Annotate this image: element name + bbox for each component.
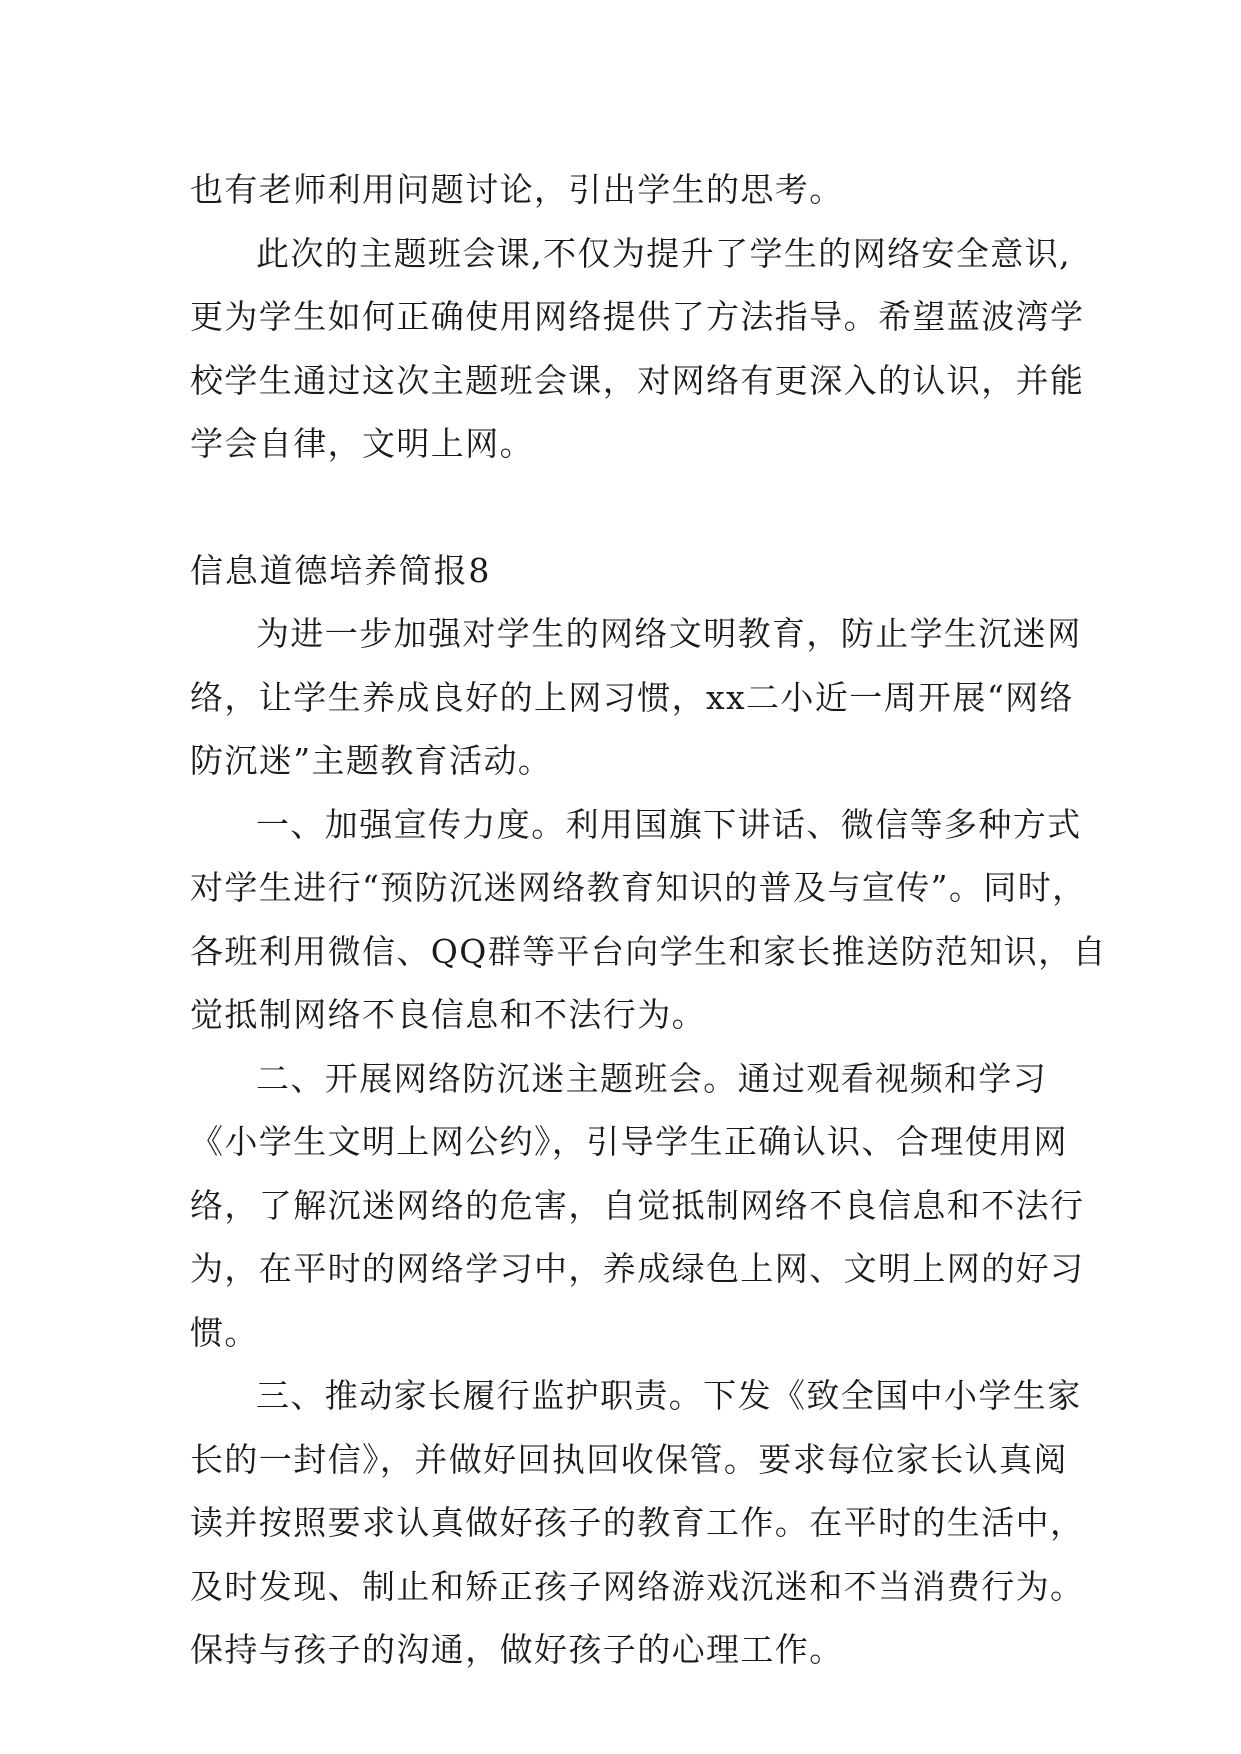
paragraph-line: 络，了解沉迷网络的危害，自觉抵制网络不良信息和不法行	[190, 1185, 1085, 1225]
section-gap	[190, 476, 1060, 539]
paragraph-line: 保持与孩子的沟通，做好孩子的心理工作。	[190, 1630, 844, 1669]
paragraph-line: 惯。	[190, 1312, 259, 1352]
paragraph-line: 也有老师利用问题讨论，引出学生的思考。	[190, 170, 844, 209]
paragraph-line: 对学生进行“预防沉迷网络教育知识的普及与宣传”。同时，	[190, 868, 1087, 907]
paragraph-line: 此次的主题班会课,不仅为提升了学生的网络安全意识,	[256, 233, 1071, 273]
paragraph-line: 为，在平时的网络学习中，养成绿色上网、文明上网的好习	[190, 1249, 1085, 1288]
paragraph-line: 及时发现、制止和矫正孩子网络游戏沉迷和不当消费行为。	[190, 1566, 1085, 1606]
paragraph-line: 学会自律，文明上网。	[190, 424, 534, 463]
paragraph-line: 读并按照要求认真做好孩子的教育工作。在平时的生活中，	[190, 1503, 1085, 1542]
paragraph-line: 三、推动家长履行监护职责。下发《致全国中小学生家	[256, 1376, 1082, 1415]
paragraph-line: 更为学生如何正确使用网络提供了方法指导。希望蓝波湾学	[190, 297, 1085, 336]
paragraph-line: 一、加强宣传力度。利用国旗下讲话、微信等多种方式	[256, 804, 1082, 844]
paragraph-line: 络，让学生养成良好的上网习惯，xx二小近一周开展“网络	[190, 677, 1074, 717]
paragraph-line: 觉抵制网络不良信息和不法行为。	[190, 995, 706, 1034]
document-body	[190, 158, 1107, 1682]
paragraph-line: 各班利用微信、QQ群等平台向学生和家长推送防范知识，自	[190, 931, 1107, 971]
paragraph-line: 长的一封信》，并做好回执回收保管。要求每位家长认真阅	[190, 1439, 1068, 1479]
paragraph-line: 校学生通过这次主题班会课，对网络有更深入的认识，并能	[190, 360, 1085, 400]
paragraph-line: 《小学生文明上网公约》，引导学生正确认识、合理使用网	[190, 1122, 1068, 1161]
paragraph-line: 二、开展网络防沉迷主题班会。通过观看视频和学习	[256, 1058, 1048, 1098]
section-heading: 信息道德培养简报8	[190, 550, 492, 590]
paragraph-line: 为进一步加强对学生的网络文明教育，防止学生沉迷网	[256, 614, 1082, 653]
paragraph-line: 防沉迷”主题教育活动。	[190, 741, 553, 780]
